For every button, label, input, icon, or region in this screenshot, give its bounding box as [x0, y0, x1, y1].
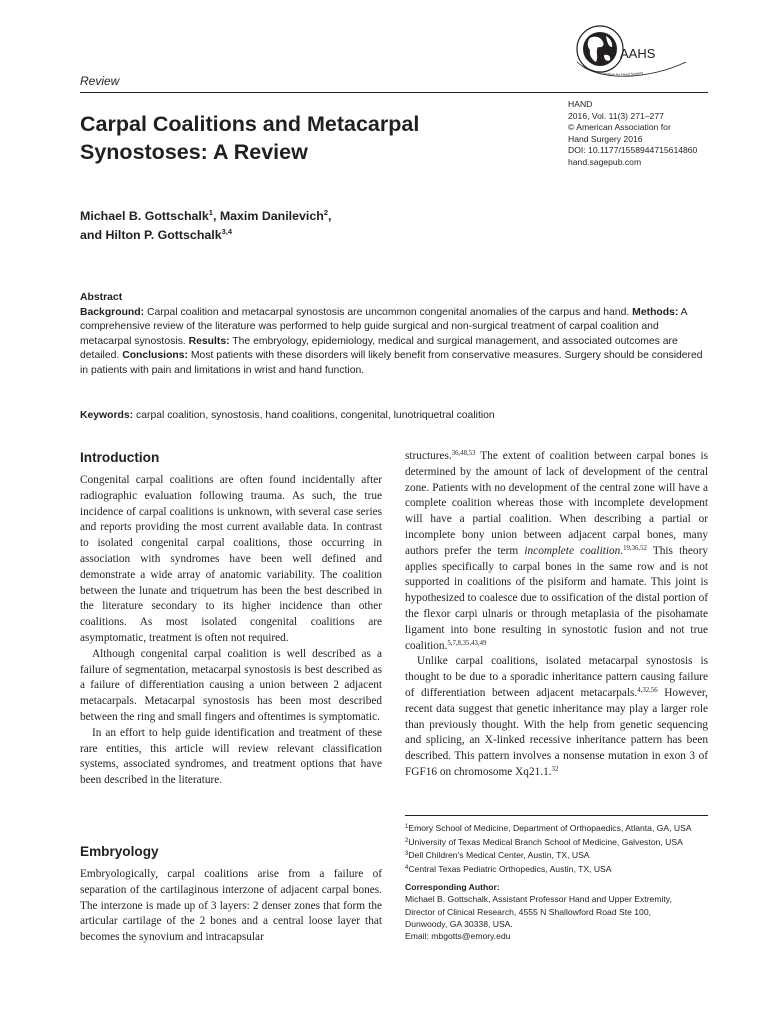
- section-heading-introduction: Introduction: [80, 450, 160, 465]
- author-name: Hilton P. Gottschalk: [105, 228, 222, 242]
- affiliation: [405, 849, 710, 863]
- author-list: [80, 207, 480, 245]
- aahs-logo: [568, 22, 708, 82]
- abstract-body: [80, 306, 710, 379]
- affiliation: [405, 822, 710, 836]
- text-run: .: [620, 544, 624, 557]
- affiliations: [405, 822, 710, 876]
- affiliation-sup: 3: [405, 851, 409, 858]
- paragraph: [405, 654, 708, 780]
- affiliation-text: Dell Children’s Medical Center, Austin, TX, USA: [408, 850, 590, 861]
- text-run: However, recent data suggest that genetic inheritance may play a larger role than previously thought. With the help from genetic sequencing and splicing, an X-linked recessive inheritance pattern has been described. This pattern involves a nonsense mutation in exon 3 of FGF16 on chromosome Xq21.1.: [405, 686, 708, 778]
- author-name: Michael B. Gottschalk: [80, 209, 209, 223]
- text-run: The extent of coalition between carpal bones is determined by the amount of lack of development of the central zone. Patients with no development of the central zone will have a complete coalition whereas those with incomplete development will have a partial coalition. When describing a partial or incomplete bony union between adjacent carpal bones, many authors prefer the term: [405, 450, 708, 557]
- text-run: structures.: [405, 450, 452, 462]
- article-title: Carpal Coalitions and Metacarpal Synostoses: A Review: [80, 112, 420, 164]
- author-affiliation-sup: 1: [208, 208, 213, 217]
- journal-name: HAND: [568, 99, 593, 109]
- citation-ref[interactable]: 36,48,53: [451, 450, 476, 457]
- abstract-methods: A comprehensive review of the literature was performed to help guide surgical and non-surgical treatment of carpal coalition and metacarpal synostosis.: [80, 306, 688, 347]
- abstract-background: Carpal coalition and metacarpal synostosis are uncommon congenital anomalies of the carpus and hand.: [144, 306, 630, 318]
- author-affiliation-sup: 2: [323, 208, 328, 217]
- logo-ring-text: American Association for Hand Surgery: [581, 64, 644, 77]
- header-divider: [80, 92, 708, 93]
- keywords: [80, 409, 710, 423]
- affiliation: [405, 863, 710, 877]
- introduction-body: [80, 473, 382, 789]
- abstract-results: The embryology, epidemiology, medical and surgical management, and associated outcomes are detailed.: [80, 335, 678, 362]
- column-2-body: [405, 449, 708, 781]
- journal-info: [568, 99, 718, 169]
- affiliations-divider: [405, 815, 708, 816]
- author-affiliation-sup: 3,4: [221, 227, 233, 236]
- abstract: [80, 291, 710, 379]
- corresponding-author-line: Dunwoody, GA 30338, USA.: [405, 918, 513, 929]
- corresponding-author-heading: Corresponding Author:: [405, 882, 500, 892]
- citation-ref[interactable]: 19,36,52: [623, 544, 647, 552]
- affiliation-sup: 4: [405, 864, 409, 871]
- affiliation-sup: 2: [405, 837, 409, 844]
- paragraph: Although congenital carpal coalition is well described as a failure of segmentation, metacarpal synostosis is best described as a failure of differentiation causing a union between 2 adjacent metacarpals. Metacarpal synostosis has been most described between the ring and small fingers and oftentimes is symptomatic.: [80, 647, 382, 723]
- globe-icon: [568, 22, 708, 82]
- section-heading-embryology: Embryology: [80, 844, 159, 859]
- text-run: This theory applies specifically to carpal bones in the same row and is not supported in coalitions of the pisiform and hamate. This joint is hypothesized to coalesce due to ossification of the distal portion of the flexor carpi ulnaris or through metaplasia of the pisohamate ligament into bone resulting in synostotic fusion and not true coalition.: [405, 544, 708, 652]
- corresponding-author-line: Director of Clinical Research, 4555 N Shallowford Road Ste 100,: [405, 906, 652, 917]
- affiliation-text: University of Texas Medical Branch School of Medicine, Galveston, USA: [408, 836, 683, 847]
- affiliation-text: Emory School of Medicine, Department of Orthopaedics, Atlanta, GA, USA: [408, 823, 692, 833]
- paragraph: In an effort to help guide identification and treatment of these rare entities, this article will review relevant classification systems, associated syndromes, and treatment options that have been described in the literature.: [80, 726, 382, 787]
- citation-ref[interactable]: 4,32,56: [637, 686, 658, 694]
- author-name: Maxim Danilevich: [219, 209, 324, 223]
- citation-ref[interactable]: 5,7,8,35,43,49: [447, 639, 487, 647]
- abstract-heading: Abstract: [80, 292, 123, 303]
- abstract-results-label: Results:: [188, 335, 230, 347]
- abstract-background-label: Background:: [80, 306, 145, 318]
- journal-copyright: © American Association for: [568, 122, 671, 133]
- author-conjunction: and: [80, 228, 106, 242]
- citation-ref[interactable]: 32: [551, 765, 559, 773]
- embryology-body: [80, 867, 382, 946]
- abstract-conclusions-label: Conclusions:: [122, 350, 188, 362]
- italic-term: incomplete coalition: [524, 544, 621, 557]
- keywords-label: Keywords:: [80, 410, 134, 421]
- corresponding-author-line: Michael B. Gottschalk, Assistant Professor Hand and Upper Extremity,: [405, 894, 672, 905]
- author-separator: ,: [327, 209, 332, 223]
- corresponding-author: [405, 881, 710, 942]
- keywords-text: carpal coalition, synostosis, hand coalitions, congenital, lunotriquetral coalition: [133, 410, 495, 421]
- affiliation-text: Central Texas Pediatric Orthopedics, Austin, TX, USA: [408, 863, 612, 874]
- text-run: Unlike carpal coalitions, isolated metacarpal synostosis is thought to be due to a sporadic inheritance pattern causing failure of differentiation between adjacent metacarpals.: [405, 655, 708, 699]
- affiliation: [405, 836, 710, 850]
- corresponding-author-email[interactable]: Email: mbgotts@emory.edu: [405, 931, 511, 942]
- paragraph: Embryologically, carpal coalitions arise from a failure of separation of the cartilaginous interzone of adjacent carpal bones. The interzone is made up of 3 layers: 2 denser zones that form the articular cartilage of the 2 bones and a central loose layer that becomes the synovium and intracapsular: [80, 868, 382, 944]
- article-type-label: Review: [80, 74, 120, 88]
- logo-text: AAHS: [620, 46, 656, 61]
- paragraph: [405, 449, 708, 654]
- abstract-conclusions: Most patients with these disorders will likely benefit from conservative measures. Surgery should be considered in patients with pain and limitations in wrist and hand function.: [80, 350, 703, 376]
- affiliation-sup: 1: [405, 824, 409, 830]
- author-line-1: [80, 207, 480, 226]
- abstract-methods-label: Methods:: [632, 306, 679, 318]
- journal-doi[interactable]: DOI: 10.1177/1558944715614860: [568, 145, 698, 156]
- journal-volume: 2016, Vol. 11(3) 271–277: [568, 110, 664, 121]
- author-separator: ,: [212, 209, 220, 223]
- author-line-2: [80, 226, 480, 245]
- journal-copyright-cont: Hand Surgery 2016: [568, 133, 643, 144]
- journal-url[interactable]: hand.sagepub.com: [568, 156, 642, 167]
- paragraph: Congenital carpal coalitions are often found incidentally after radiographic evaluation following trauma. As such, the true incidence of carpal coalitions is unknown, with several case series and reports providing the most current available data. In contrast to isolated congenital carpal coalitions, those occurring in association with syndromes have been well defined and demonstrate a wide array of anatomic variability. The coalition between the lunate and triquetrum has been the best described in the literature secondary to its higher incidence than other coalitions. As most isolated congenital coalitions are asymptomatic, treatment is often not required.: [80, 474, 382, 644]
